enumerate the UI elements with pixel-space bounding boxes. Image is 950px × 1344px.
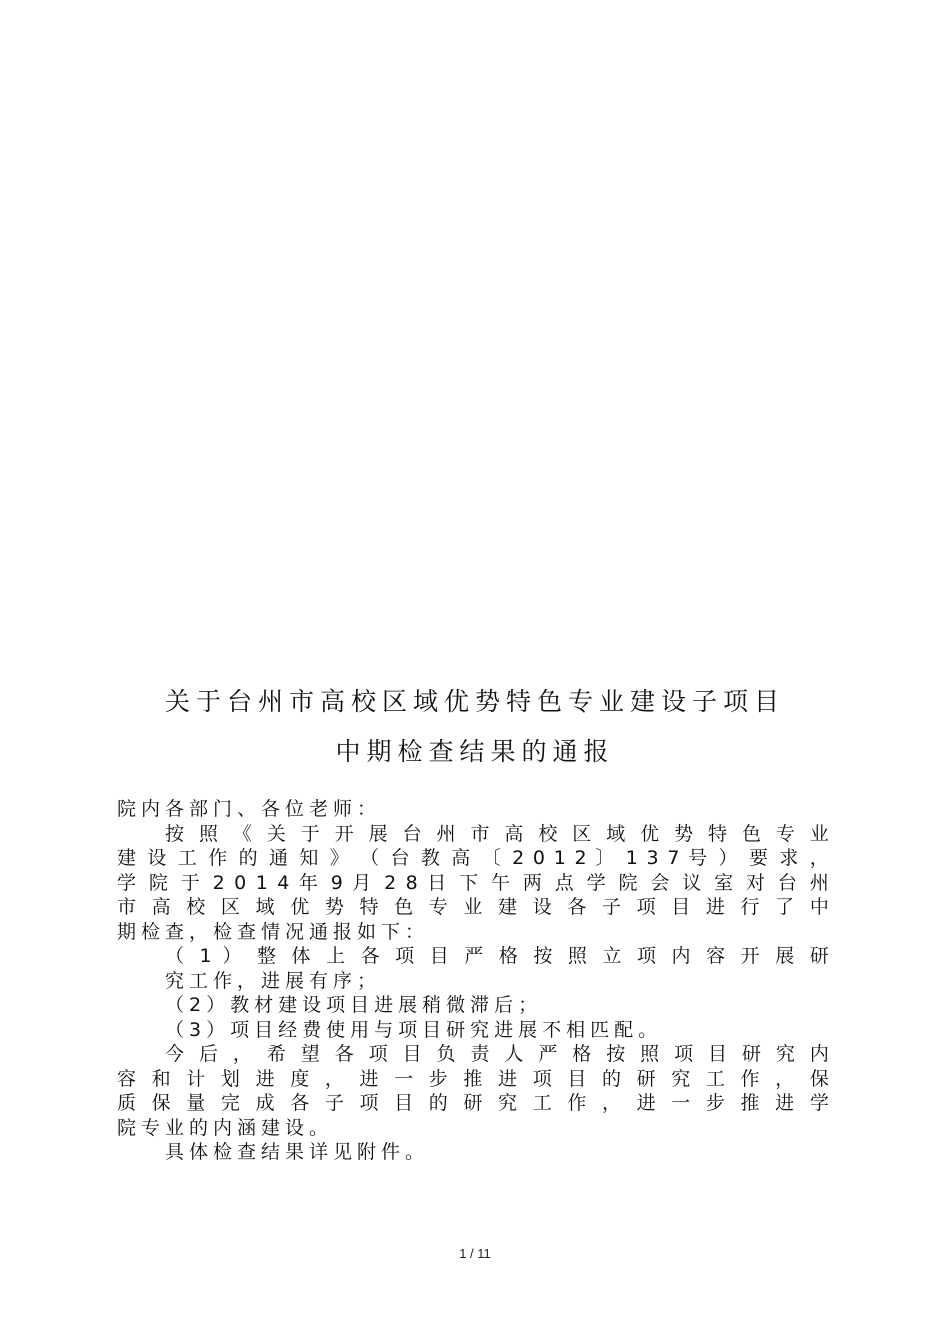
paragraph-line: 按 照 《 关 于 开 展 台 州 市 高 校 区 域 优 势 特 色 专 业: [165, 823, 829, 845]
paragraph-line: 容 和 计 划 进 度 ， 进 一 步 推 进 项 目 的 研 究 工 作 ， 保: [117, 1068, 829, 1090]
list-item: （2）教材建设项目进展稍微滞后；: [165, 994, 543, 1016]
paragraph-line: 市 高 校 区 域 优 势 特 色 专 业 建 设 各 子 项 目 进 行 了 中: [117, 896, 829, 918]
paragraph-line: 建 设 工 作 的 通 知 》 （ 台 教 高 〔 2 0 1 2 〕 1 3 7 号 ） 要 求 ，: [117, 847, 829, 869]
paragraph-line: 今 后 ， 希 望 各 项 目 负 责 人 严 格 按 照 项 目 研 究 内: [165, 1043, 829, 1065]
paragraph-line: 院专业的内涵建设。: [117, 1117, 334, 1139]
document-title-line-1: 关于台州市高校区域优势特色专业建设子项目: [164, 687, 785, 716]
list-item: （3）项目经费使用与项目研究进展不相匹配。: [165, 1019, 663, 1041]
list-item-line: 究工作，进展有序；: [165, 970, 382, 992]
closing-line: 具体检查结果详见附件。: [165, 1141, 430, 1163]
document-title-line-2: 中期检查结果的通报: [335, 737, 615, 766]
page-indicator: 1 / 11: [459, 1246, 491, 1261]
paragraph-line: 质 保 量 完 成 各 子 项 目 的 研 究 工 作 ， 进 一 步 推 进 学: [117, 1092, 829, 1114]
salutation: 院内各部门、各位老师：: [117, 798, 382, 820]
list-item-line: （ 1 ） 整 体 上 各 项 目 严 格 按 照 立 项 内 容 开 展 研: [165, 945, 829, 967]
paragraph-line: 期检查，检查情况通报如下：: [117, 921, 430, 943]
paragraph-line: 学 院 于 2 0 1 4 年 9 月 2 8 日 下 午 两 点 学 院 会 议 室 对 台 州: [117, 872, 829, 894]
